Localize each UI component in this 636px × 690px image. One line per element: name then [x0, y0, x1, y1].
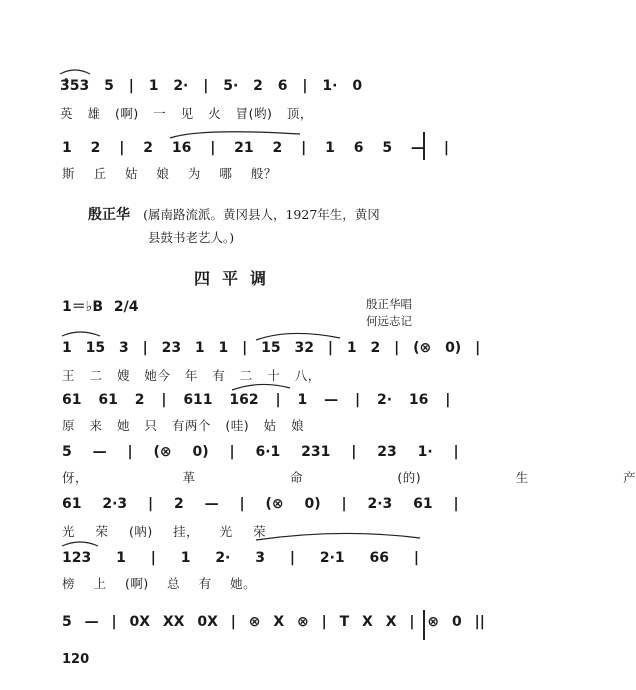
score-row1-lyrics: 王 二 嫂 她今 年 有 二 十 八， — [62, 368, 321, 383]
score-row5-notes: 123 1 | 1 2· 3 | 2·1 66 | — [62, 550, 419, 566]
score-row3-lyrics: 伢， 革 命 (的) 生 产 — [62, 470, 636, 485]
slur — [60, 70, 90, 74]
score-top-row1-lyrics: 英 雄 (啊) 一 见 火 冒(哟) 顶， — [60, 106, 313, 121]
slur — [170, 132, 300, 138]
slur — [256, 533, 420, 540]
score-row2-lyrics: 原 来 她 只 有两个 (哇) 姑 娘 — [62, 418, 305, 433]
credit-singer: 殷正华唱 — [366, 297, 412, 311]
slur — [256, 333, 340, 340]
bio-line1: (属南路流派。黄冈县人，1927年生，黄冈 — [143, 207, 380, 222]
time-signature: 2/4 — [113, 299, 139, 315]
bio-line2: 县鼓书老艺人。) — [148, 230, 235, 245]
song-title: 四平调 — [194, 269, 279, 288]
score-row1-notes: 1 15 3 | 23 1 1 | 15 32 | 1 2 | (⊗ 0) | — [62, 340, 481, 356]
page-number: 120 — [62, 652, 90, 667]
score-row2-notes: 61 61 2 | 611 162 | 1 — | 2· 16 | — [62, 392, 451, 408]
score-row4-lyrics: 光 荣 (呐) 挂， 光 荣 — [62, 524, 267, 539]
score-row5-lyrics: 榜 上 (啊) 总 有 她。 — [62, 576, 257, 591]
key-label: 1＝♭B — [62, 299, 104, 315]
credit-recorder: 何远志记 — [366, 314, 412, 328]
slur — [232, 384, 290, 390]
score-top-row1-notes: 3̂53 5 | 1 2· | 5· 2 6 | 1· 0 — [60, 78, 363, 94]
slur — [62, 542, 98, 546]
score-row3-notes: 5 — | (⊗ 0) | 6·1 231 | 23 1· | — [62, 444, 459, 460]
score-row6-notes: 5 — | 0X XX 0X | ⊗ X ⊗ | T X X | ⊗ 0 || — [62, 614, 485, 630]
score-top-row2-lyrics: 斯 丘 姑 娘 为 哪 般？ — [62, 166, 277, 181]
score-row4-notes: 61 2·3 | 2 — | (⊗ 0) | 2·3 61 | — [62, 496, 459, 512]
score-top-row2-notes: 1 2 | 2 16 | 21 2 | 1 6 5 — | — [62, 140, 449, 156]
singer-name: 殷正华 — [88, 207, 130, 223]
slur — [62, 332, 100, 336]
